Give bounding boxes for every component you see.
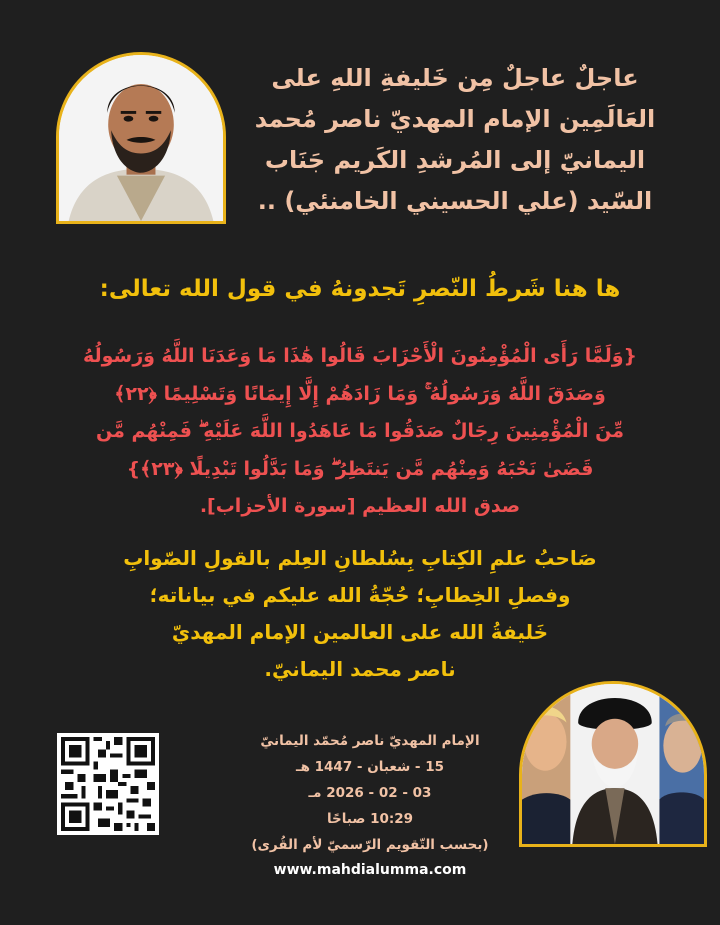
- intro-line: اليمانيّ إلى المُرشدِ الكَريم جَنَاب: [264, 146, 646, 174]
- attribution: [20, 540, 700, 688]
- leaders-photo: [522, 684, 704, 844]
- author-name: الإمام المهديّ ناصر مُحمّد اليمانيّ: [260, 733, 480, 749]
- intro-line: عاجلٌ عاجلٌ مِن خَليفةِ اللهِ على: [271, 64, 639, 92]
- intro-line: العَالَمِين الإمام المهديّ ناصر مُحمد: [254, 105, 656, 133]
- verse-line: وَصَدَقَ اللَّهُ وَرَسُولُهُ ۚ وَمَا زَادَهُمْ إِلَّا إِيمَانًا وَتَسْلِيمًا ﴿٢٢﴾: [114, 382, 606, 405]
- verse-line: {وَلَمَّا رَأَى الْمُؤْمِنُونَ الْأَحْزَابَ قَالُوا هَٰذَا مَا وَعَدَنَا اللَّهُ وَرَسُولُهُ: [82, 345, 638, 367]
- intro-text: [240, 58, 670, 222]
- intro-line: السّيد (علي الحسيني الخامنئي) ..: [257, 187, 653, 215]
- portrait-image: [59, 55, 223, 221]
- website-link[interactable]: www.mahdialumma.com: [273, 862, 467, 878]
- verse-line: مِّنَ الْمُؤْمِنِينَ رِجَالٌ صَدَقُوا مَا عَاهَدُوا اللَّهَ عَلَيْهِ ۖ فَمِنْهُم مَّن: [96, 420, 624, 442]
- time: 10:29 صباحًا: [326, 811, 414, 827]
- leaders-photo-frame: [519, 681, 707, 847]
- verse-line: قَضَىٰ نَحْبَهُ وَمِنْهُم مَّن يَنتَظِرُ ۖ وَمَا بَدَّلُوا تَبْدِيلًا ﴿٢٣﴾}: [126, 457, 594, 480]
- date-block: [200, 728, 540, 858]
- attribution-line: ناصر محمد اليمانيّ.: [264, 657, 456, 681]
- quran-verse: [20, 338, 700, 526]
- gregorian-date: 03 - 02 - 2026 مـ: [308, 785, 432, 801]
- hijri-date: 15 - شعبان - 1447 هـ: [295, 759, 445, 775]
- attribution-line: وفصلِ الخِطابِ؛ حُجّةُ الله عليكم في بياناته؛: [149, 583, 571, 607]
- attribution-line: صَاحبُ علمِ الكِتابِ بِسُلطانِ العِلم بالقولِ الصّوابِ: [123, 546, 597, 570]
- qr-code-icon[interactable]: [57, 733, 159, 835]
- heading: ها هنا شَرطُ النّصرِ تَجدونهُ في قول الله تعالى:: [99, 276, 621, 302]
- verse-source: صدق الله العظيم [سورة الأحزاب].: [199, 495, 521, 517]
- portrait-arch-frame: [56, 52, 226, 224]
- attribution-line: خَليفةُ الله على العالمين الإمام المهديّ: [171, 620, 549, 644]
- calendar-note: (بحسب التّقويم الرّسميّ لأم القُرى): [251, 837, 489, 853]
